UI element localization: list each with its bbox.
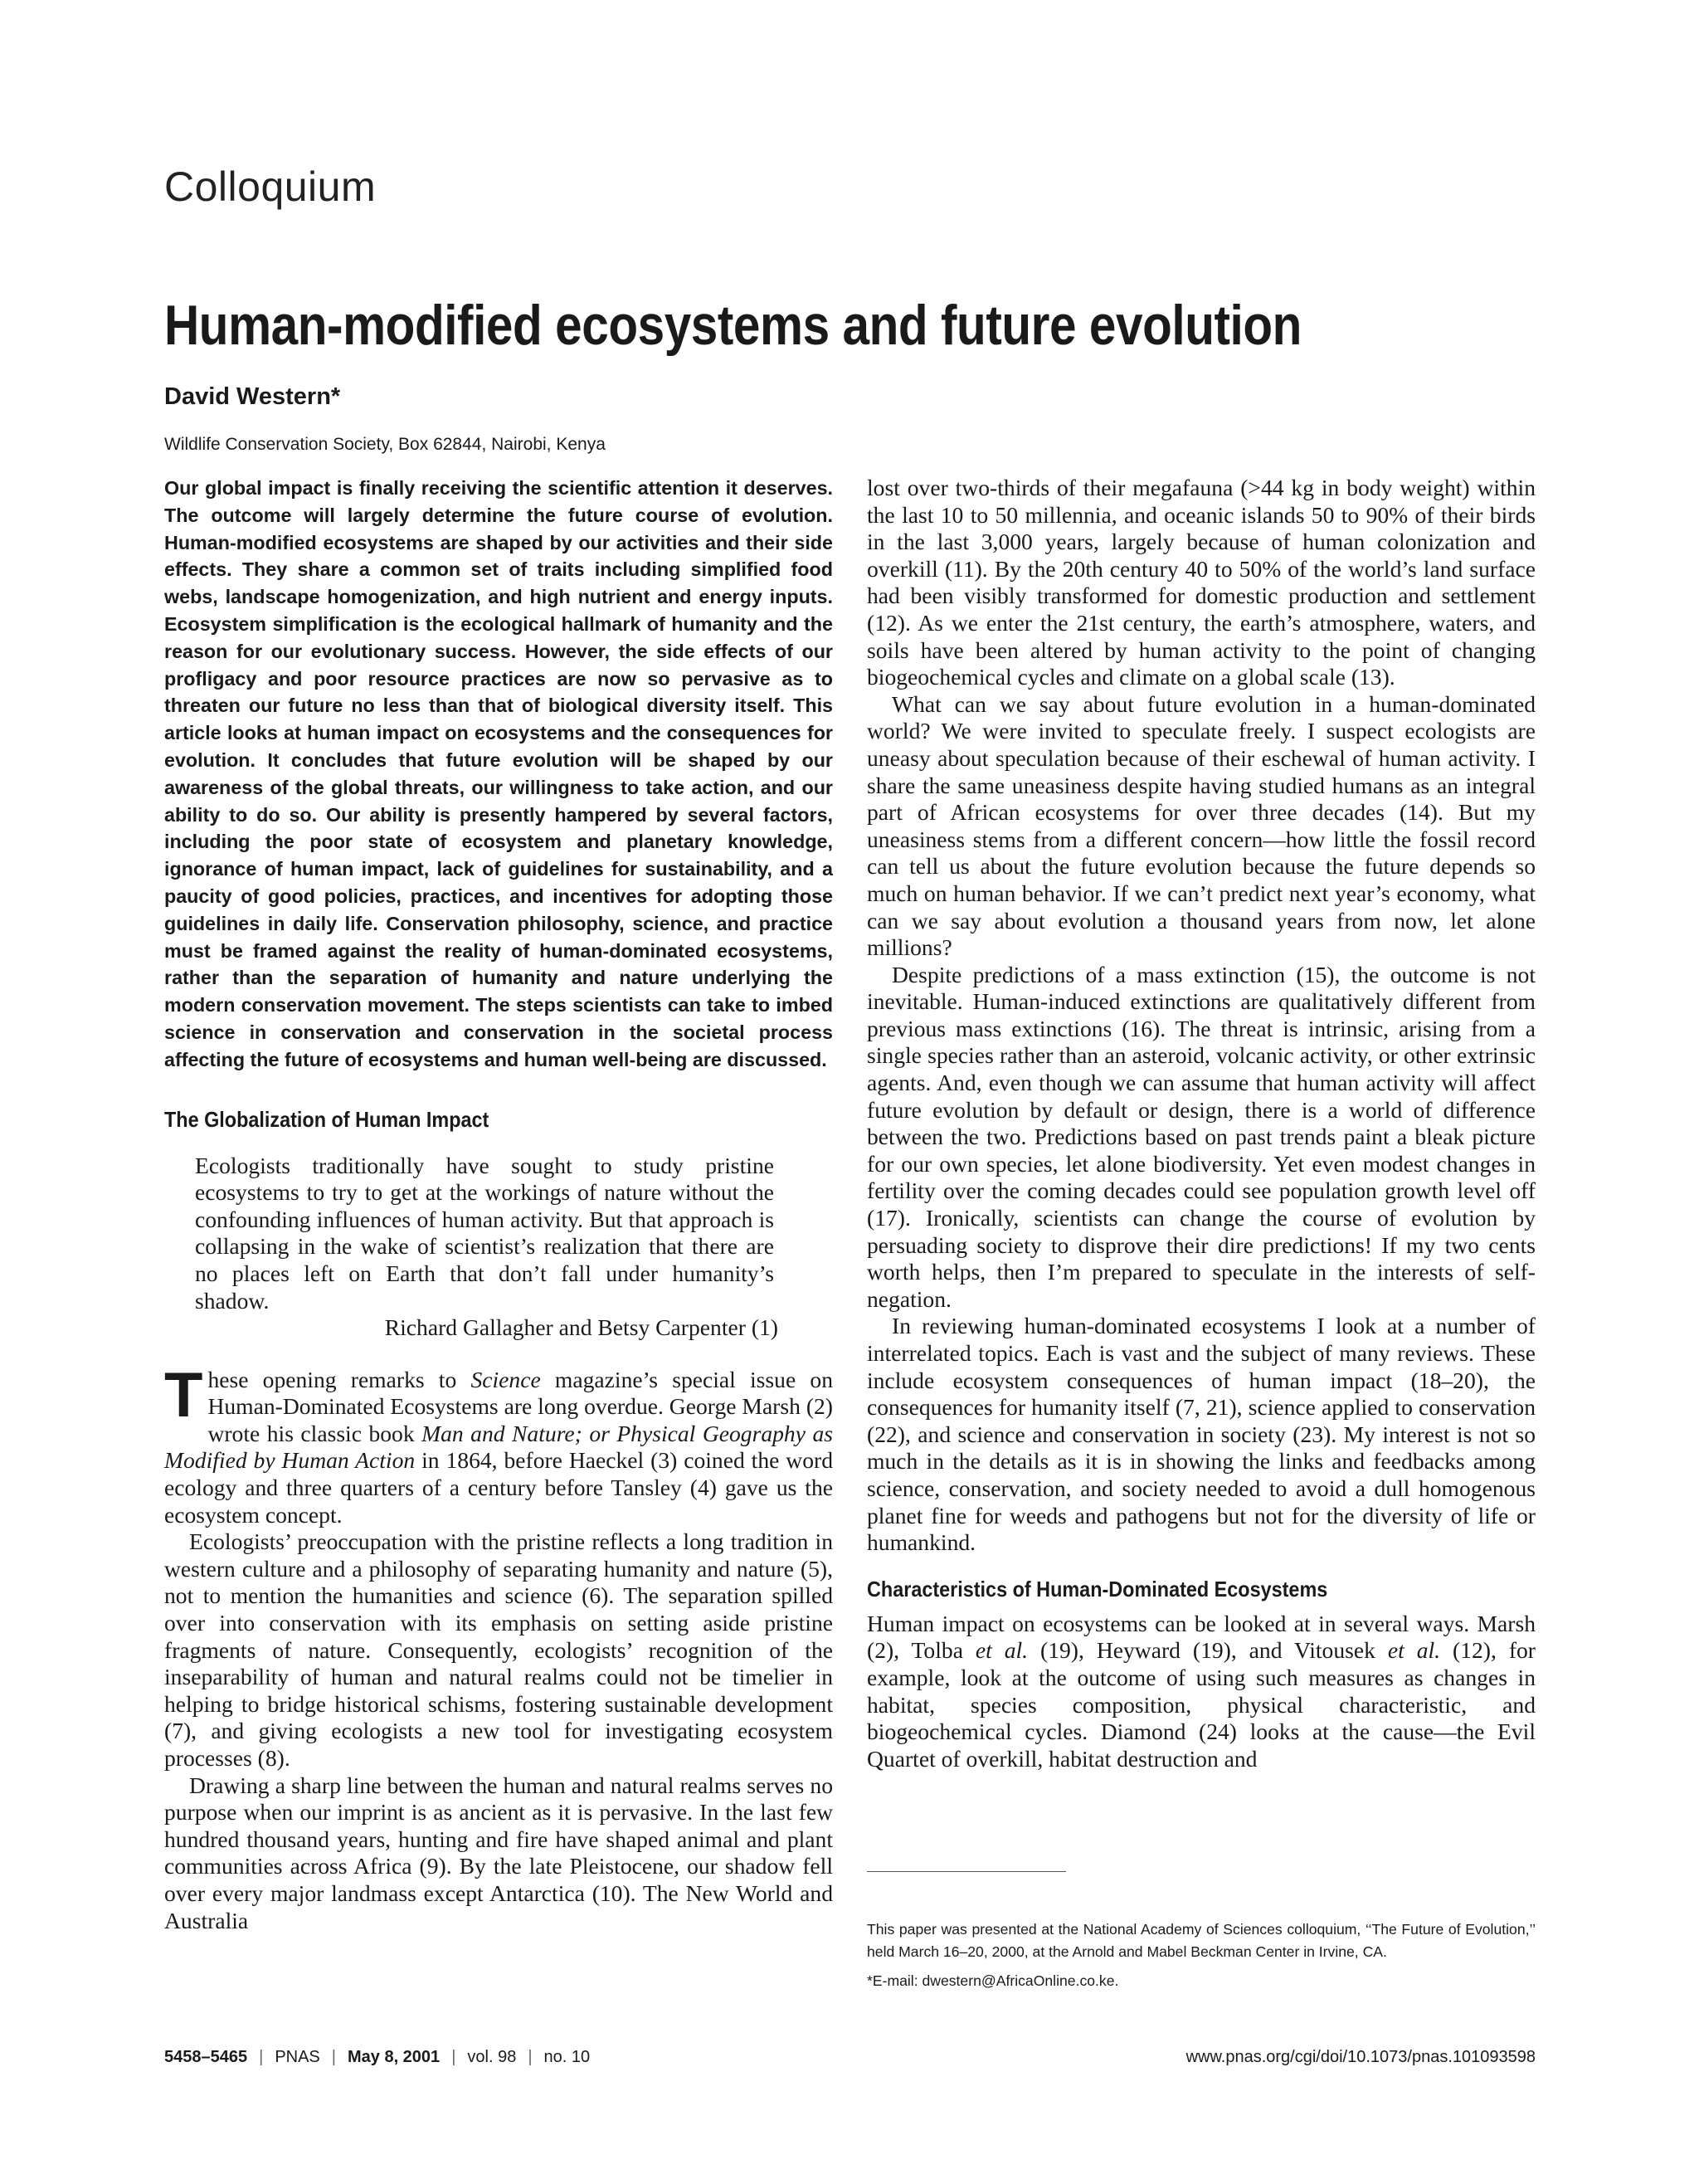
article-title: Human-modified ecosystems and future evolution [164,294,1302,357]
section-label: Colloquium [164,163,377,210]
footnote-divider [867,1871,1066,1872]
section-heading-characteristics: Characteristics of Human-Dominated Ecosystems [867,1576,1328,1601]
author-name: David Western* [164,383,341,410]
drop-cap: T [164,1359,203,1431]
author-affiliation: Wildlife Conservation Society, Box 62844, Nairobi, Kenya [164,435,606,454]
epigraph-quote: Ecologists traditionally have sought to study pristine ecosystems to try to get at the workings of nature without the confounding influences of human activity. But that approach is collapsing in the wake of scientist’s realization that there are no places left on Earth that don’t fall under humanity’s shadow. [195,1152,774,1314]
footer-citation: 5458–5465 | PNAS | May 8, 2001 | vol. 98 | no. 10 [164,2048,591,2066]
body-paragraph: Human impact on ecosystems can be looked at in several ways. Marsh (2), Tolba et al. (19), Heyward (19), and Vitousek et al. (12), for example, look at the outcome of using such measures as changes in habitat, species composition, physical characteristic, and biogeochemical cycles. Diamond (24) looks at the cause—the Evil Quartet of overkill, habitat destruction and [867,1610,1536,1772]
body-paragraph: These opening remarks to Science magazine’s special issue on Human-Dominated Ecosystems are long overdue. George Marsh (2) wrote his classic book Man and Nature; or Physical Geography as Modified by Human Action in 1864, before Haeckel (3) coined the word ecology and three quarters of a century before Tansley (4) gave us the ecosystem concept. [164,1359,834,1528]
footnote-presented: This paper was presented at the National Academy of Sciences colloquium, ‘‘The Future of Evolution,’’ held March 16–20, 2000, at the Arnold and Mabel Beckman Center in Irvine, CA. [867,1921,1536,1960]
body-paragraph: Ecologists’ preoccupation with the pristine reflects a long tradition in western culture and a philosophy of separating humanity and nature (5), not to mention the humanities and science (6). The separation spilled over into conservation with its emphasis on setting aside pristine fragments of nature. Consequently, ecologists’ recognition of the inseparability of human and natural realms could not be timelier in helping to bridge historical schisms, fostering sustainable development (7), and giving ecologists a new tool for investigating ecosystem processes (8). [164,1528,833,1771]
footnote-email: *E-mail: dwestern@AfricaOnline.co.ke. [867,1972,1119,1989]
body-paragraph: In reviewing human-dominated ecosystems I look at a number of interrelated topics. Each is vast and the subject of many reviews. These include ecosystem consequences of human impact (18–20), the consequences for humanity itself (7, 21), science applied to conservation (22), and science and conservation in society (23). My interest is not so much in the details as it is in showing the links and feedbacks among science, conservation, and society needed to avoid a dull homogenous planet fine for weeds and pathogens but not for the diversity of life or humankind. [867,1313,1536,1556]
footer-pages: 5458–5465 [164,2048,248,2066]
footer-issue: no. 10 [543,2048,591,2066]
body-paragraph: Drawing a sharp line between the human and natural realms serves no purpose when our imprint is as ancient as it is pervasive. In the last few hundred thousand years, hunting and fire have shaped animal and plant communities across Africa (9). By the late Pleistocene, our shadow fell over every major landmass except Antarctica (10). The New World and Australia [164,1772,833,1933]
left-column [164,475,833,1934]
epigraph-citation: Richard Gallagher and Betsy Carpenter (1) [384,1314,778,1341]
abstract: Our global impact is finally receiving the scientific attention it deserves. The outcome will largely determine the future course of evolution. Human-modified ecosystems are shaped by our activities and their side effects. They share a common set of traits including simplified food webs, landscape homogenization, and high nutrient and energy inputs. Ecosystem simplification is the ecological hallmark of humanity and the reason for our evolutionary success. However, the side effects of our profligacy and poor resource practices are now so pervasive as to threaten our future no less than that of biological diversity itself. This article looks at human impact on ecosystems and the consequences for evolution. It concludes that future evolution will be shaped by our awareness of the global threats, our willingness to take action, and our ability to do so. Our ability is presently hampered by several factors, including the poor state of ecosystem and planetary knowledge, ignorance of human impact, lack of guidelines for sustainability, and a paucity of good policies, practices, and incentives for adopting those guidelines in daily life. Conservation philosophy, science, and practice must be framed against the reality of human-dominated ecosystems, rather than the separation of humanity and nature underlying the modern conservation movement. The steps scientists can take to imbed science in conservation and conservation in the societal process affecting the future of ecosystems and human well-being are discussed. [164,477,833,1070]
body-paragraph: What can we say about future evolution in a human-dominated world? We were invited to speculate freely. I suspect ecologists are uneasy about speculation because of their eschewal of human activity. I share the same uneasiness despite having studied humans as an integral part of African ecosystems for over three decades (14). But my uneasiness stems from a different concern—how little the fossil record can tell us about the future evolution because the future depends so much on human behavior. If we can’t predict next year’s economy, what can we say about evolution a thousand years from now, let alone millions? [867,690,1536,961]
section-heading-globalization: The Globalization of Human Impact [164,1106,489,1132]
footer-journal: PNAS [275,2048,320,2066]
body-paragraph: Despite predictions of a mass extinction (15), the outcome is not inevitable. Human-induced extinctions are qualitatively different from previous mass extinctions (16). The threat is intrinsic, arising from a single species rather than an asteroid, volcanic activity, or other extrinsic agents. And, even though we can assume that human activity will affect future evolution by default or design, there is a world of difference between the two. Predictions based on past trends paint a bleak picture for our own species, let alone biodiversity. Yet even modest changes in fertility over the coming decades could see population growth level off (17). Ironically, scientists can change the course of evolution by persuading society to disprove their dire predictions! If my two cents worth helps, then I’m prepared to speculate in the interests of self-negation. [867,961,1536,1312]
footer-doi-link[interactable]: www.pnas.org/cgi/doi/10.1073/pnas.101093598 [1185,2048,1536,2066]
body-paragraph: lost over two-thirds of their megafauna (>44 kg in body weight) within the last 10 to 50 millennia, and oceanic islands 50 to 90% of their birds in the last 3,000 years, largely because of human colonization and overkill (11). By the 20th century 40 to 50% of the world’s land surface had been visibly transformed for domestic production and settlement (12). As we enter the 21st century, the earth’s atmosphere, waters, and soils have been altered by human activity to the point of changing biogeochemical cycles and climate on a global scale (13). [867,475,1536,690]
footer-volume: vol. 98 [467,2048,517,2066]
footnotes [867,1918,1536,1999]
right-column [867,475,1536,1772]
footer-date: May 8, 2001 [347,2048,441,2066]
